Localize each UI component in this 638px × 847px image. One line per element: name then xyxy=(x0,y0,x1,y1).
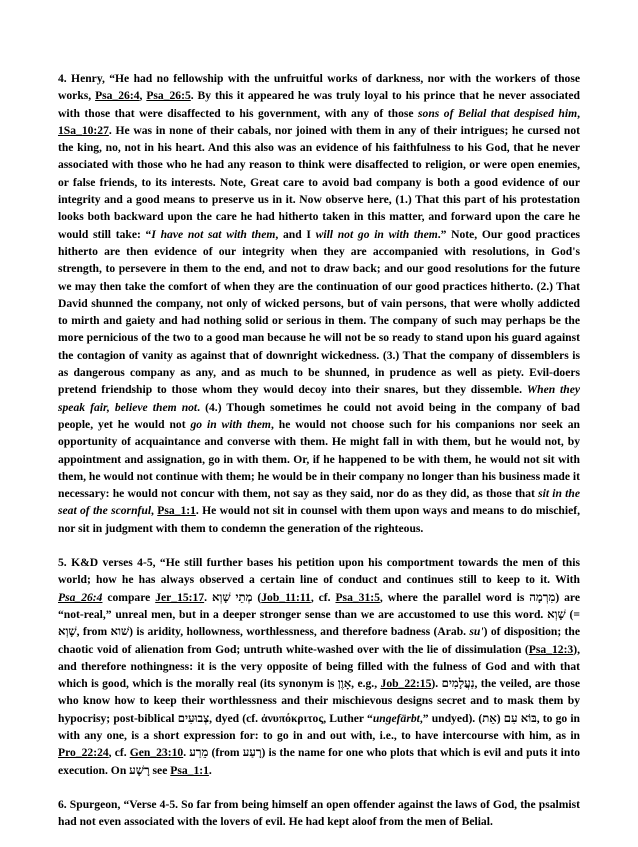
body-text: . By this it appeared he was truly loyal to his prince that he never associated with those that were disaffected to his government, with any of those xyxy=(58,89,581,120)
document-page xyxy=(58,70,580,847)
scripture-reference-link[interactable]: Psa_26:5 xyxy=(146,89,191,103)
scripture-reference-link[interactable]: Psa_12:3 xyxy=(528,642,574,656)
body-text: ,” undyed). (בּוֹא עִם (אֵת, to go in with any one, is a short expression for: to go in and out with, i.e., to have intercourse with him, as in xyxy=(58,711,581,742)
scripture-reference-link[interactable]: Psa_1:1 xyxy=(157,504,196,518)
paragraph-henry xyxy=(58,70,580,537)
scripture-reference-link[interactable]: Psa_31:5 xyxy=(335,590,380,604)
paragraph-kd xyxy=(58,554,580,779)
body-text: . xyxy=(208,763,212,777)
italic-text: sons of Belial that despised him xyxy=(418,106,578,120)
scripture-reference-link[interactable]: Psa_1:1 xyxy=(170,763,209,777)
italic-text: su' xyxy=(469,625,484,639)
body-text: , where the parallel word is מִרְמָה) are “not-real,” unreal men, but in a deeper stronger sense than we are accustomed to use this word. שָׁוְא (= שָׁוְא, from שׁוא) is aridity, hollowness, worthlessness, and therefore badness (Arab. xyxy=(58,590,581,639)
italic-text: ungefärbt xyxy=(372,711,420,725)
body-text: . מְתֵי שָׁוְא ( xyxy=(204,590,262,604)
scripture-reference-link[interactable]: Psa_26:4 xyxy=(95,89,140,103)
body-text: , cf. xyxy=(108,746,130,760)
scripture-reference-link[interactable]: Psa_26:4 xyxy=(58,590,103,604)
scripture-reference-link[interactable]: Pro_22:24 xyxy=(58,746,109,760)
scripture-reference-link[interactable]: Job_11:11 xyxy=(261,590,311,604)
body-text: , cf. xyxy=(310,590,336,604)
body-text: 4. Henry, “He had no fellowship with the unfruitful works of darkness, nor with the workers of those works, xyxy=(58,72,580,103)
body-text: . מֵרַע (from רָעַע) is the name for one who plots that which is evil and puts it into execution. On רָשָׁע see xyxy=(58,746,580,777)
scripture-reference-link[interactable]: Job_22:15 xyxy=(380,677,432,691)
italic-text: I have not sat with them xyxy=(151,227,276,241)
scripture-reference-link[interactable]: 1Sa_10:27 xyxy=(58,123,109,137)
body-text: 5. K&D verses 4-5, “He still further bases his petition upon his comportment towards the men of this world; how he has always observed a certain line of conduct and continues still to keep to it. With xyxy=(58,556,580,587)
italic-text: will not go in with them xyxy=(315,227,438,241)
body-text: .” Note, Our good practices hitherto are then evidence of our integrity when they are accompanied with resolutions, in God's strength, to persevere in them to the end, and not to draw back; and our good resolutions for the future we may then take the comfort of when they are the continuation of our good practices hitherto. (2.) That David shunned the company, not only of wicked persons, but of vain persons, that were wholly addicted to mirth and gaiety and had nothing solid or serious in them. The company of such may perhaps be the more pernicious of the two to a good man because he will not be so ready to stand upon his guard against the contagion of vanity as against that of downright wickedness. (3.) That the company of dissemblers is as dangerous company as any, and as much to be shunned, in prudence as well as piety. Evil-doers pretend friendship to those whom they would decoy into their snares, but they dissemble. xyxy=(58,227,580,397)
body-text: ), and therefore nothingness: it is the very opposite of being filled with the fulness of God and with that which is good, which is the morally real (its synonym is אָוֶן, e.g., xyxy=(58,642,580,691)
body-text: ) of disposition; the chaotic void of alienation from God; untruth white-washed over with the lie of dissimulation ( xyxy=(58,625,581,656)
body-text: ). נַעֲלָמִים, the veiled, are those who know how to keep their worthlessness and their mischievous designs secret and to mask them by hypocrisy; post-biblical צְבוּעִים, dyed (cf. ἀνυπόκριτος, Luther “ xyxy=(58,677,580,725)
paragraph-spurgeon xyxy=(58,796,580,831)
body-text: , and I xyxy=(275,227,316,241)
body-text: . He was in none of their cabals, nor joined with them in any of their intrigues; he cursed not the king, no, not in his heart. And this also was an evidence of his faithfulness to his God, that he never associated with those who he had any reason to think were disaffected to religion, or were open enemies, or false friends, to its interests. Note, Great care to avoid bad company is both a good evidence of our integrity and a good means to preserve us in it. Now observe here, (1.) That this part of his protestation looks both backward upon the care he had hitherto taken in this matter, and forward upon the care he would still take: “ xyxy=(58,123,580,241)
italic-text: go in with them xyxy=(190,417,271,431)
body-text: . (4.) Though sometimes he could not avoid being in the company of bad people, yet he would not xyxy=(58,400,580,431)
body-text: , xyxy=(139,89,147,103)
scripture-reference-link[interactable]: Gen_23:10 xyxy=(129,746,184,760)
body-text: compare xyxy=(102,590,156,604)
body-text: , xyxy=(151,504,158,518)
italic-text: When they speak fair, believe them not xyxy=(58,383,580,414)
body-text: . He would not sit in counsel with them upon ways and means to do mischief, nor sit in judgment with them to condemn the generation of the righteous. xyxy=(58,504,580,535)
body-text: , he would not choose such for his companions nor seek an opportunity of acquaintance and converse with them. He might fall in with them, but he would not, by appointment and assignation, go in with them. Or, if he happened to be with them, he would not sit with them, he would not continue with them; he would be in their company no longer than his business made it necessary: he would not concur with them, not say as they said, nor do as they did, as those that xyxy=(58,417,581,501)
body-text: 6. Spurgeon, “Verse 4-5. So far from being himself an open offender against the laws of God, the psalmist had not even associated with the lovers of evil. He had kept aloof from the men of Belial. xyxy=(58,797,580,829)
body-text: , xyxy=(577,106,581,120)
italic-text: sit in the seat of the scornful xyxy=(58,487,580,518)
scripture-reference-link[interactable]: Jer_15:17 xyxy=(155,590,205,604)
